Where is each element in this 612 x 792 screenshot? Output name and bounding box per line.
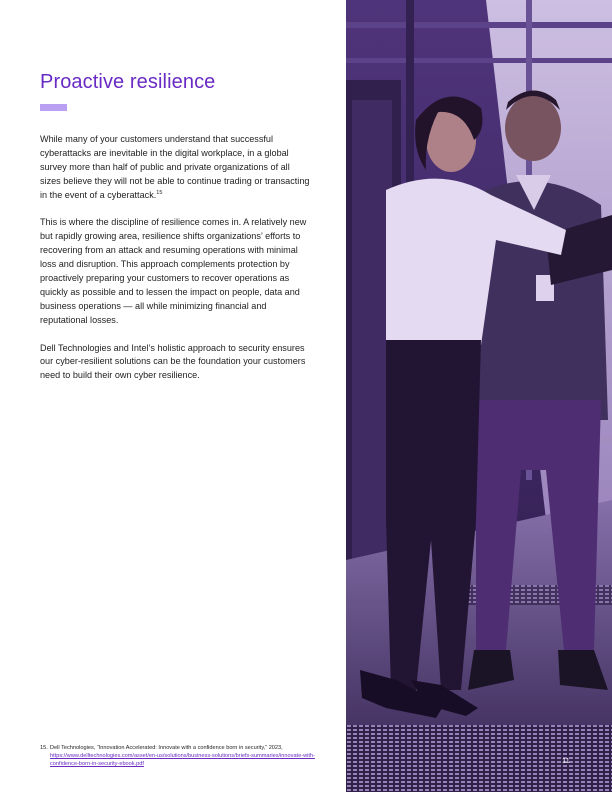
paragraph-2: This is where the discipline of resilience comes in. A relatively new but rapidly growing area, resilience shifts organizations’ efforts to recovering from an attack and resuming operations with minimal loss and disruption. This approach complements protection by proactively preparing your customers to recover operations as quickly as possible and to lessen the impact on people, data and business operations — all while minimizing financial and reputational losses. (40, 217, 307, 325)
footnote-ref[interactable]: 15 (156, 189, 163, 196)
photo-server-room (346, 0, 612, 792)
footnote-number: 15. (40, 745, 48, 751)
body-text (40, 133, 312, 397)
footnote-text: Dell Technologies, “Innovation Accelerated: Innovate with a confidence born in security,” 2023, (50, 745, 283, 751)
accent-bar (40, 104, 67, 111)
photo-illustration (346, 0, 612, 792)
footnote-link[interactable]: https://www.delltechnologies.com/asset/en-us/solutions/business-solutions/briefs-summaries/innovate-with-confidence-born-in-security-ebook.pdf (50, 753, 315, 767)
paragraph-1 (40, 133, 312, 203)
paragraph-1-text: While many of your customers understand that successful cyberattacks are inevitable in the digital workplace, in a global survey more than half of public and private organizations of all sizes believe they will not be able to continue trading or transacting in the event of a cyberattack. (40, 134, 310, 200)
page-title: Proactive resilience (40, 71, 216, 94)
footnote (40, 744, 336, 768)
paragraph-3: Dell Technologies and Intel’s holistic approach to security ensures our cyber-resilient solutions can be the foundation your customers need to build their own cyber resilience. (40, 342, 306, 381)
page-number: 11 (562, 756, 570, 765)
